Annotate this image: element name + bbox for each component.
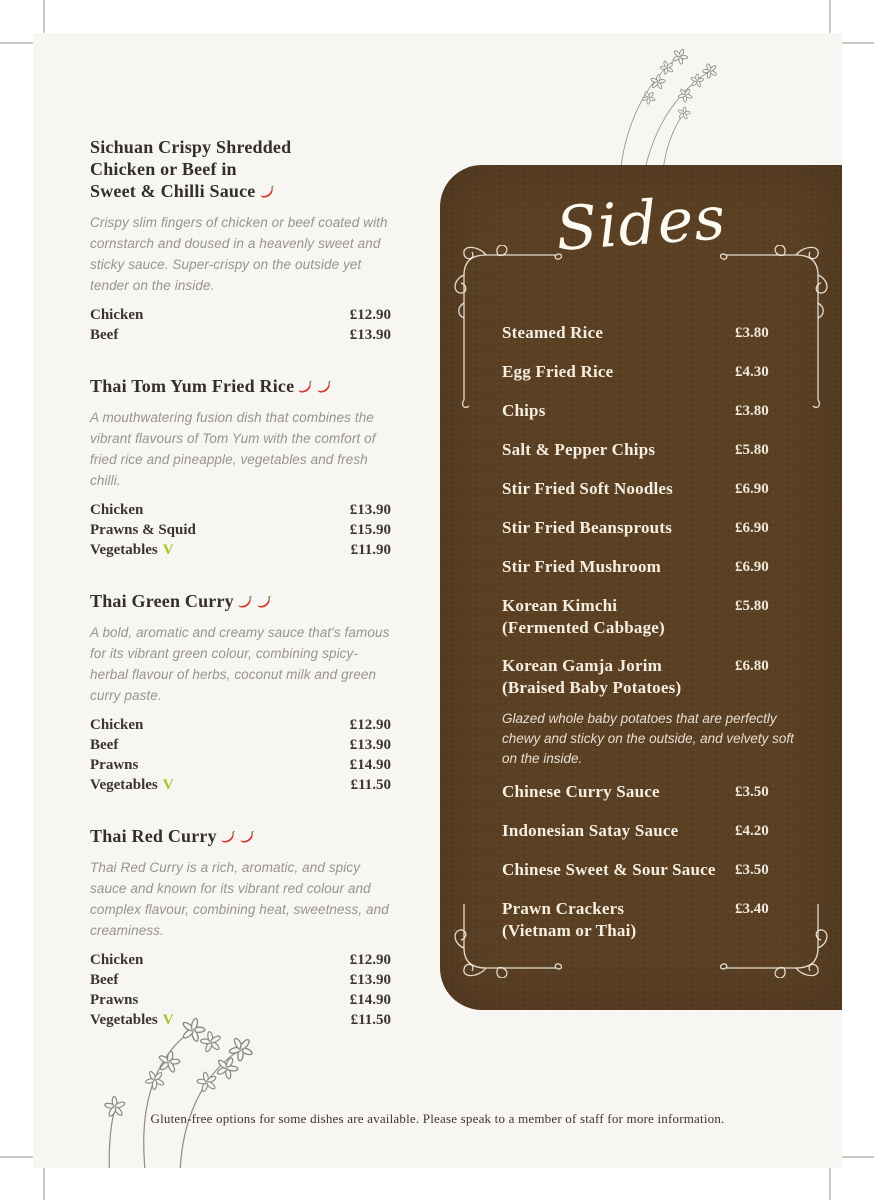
- dish-options: [90, 715, 391, 795]
- side-item-name-block: [502, 595, 735, 639]
- side-item-name-block: [502, 556, 735, 578]
- side-item-name-line2: (Fermented Cabbage): [502, 618, 665, 637]
- dish-title-line: [90, 375, 391, 397]
- side-item-name-line2: (Braised Baby Potatoes): [502, 678, 682, 697]
- option-row: [90, 540, 391, 560]
- veg-marker: V: [162, 1012, 174, 1028]
- side-item-name-block: [502, 439, 735, 461]
- dish-title-line: [90, 136, 391, 158]
- dish-title-text: Sichuan Crispy Shredded: [90, 137, 292, 157]
- option-row: [90, 990, 391, 1010]
- side-item-row: [502, 655, 812, 699]
- dish-description: A bold, aromatic and creamy sauce that's famous for its vibrant green colour, combining spicy-herbal flavour of herbs, coconut milk and green curry paste.: [90, 625, 390, 703]
- option-price: £13.90: [349, 737, 391, 753]
- side-item-name-block: [502, 517, 735, 539]
- crop-mark: [43, 1167, 45, 1200]
- option-price: £13.90: [349, 972, 391, 988]
- option-row: [90, 500, 391, 520]
- crop-mark: [0, 1156, 33, 1158]
- chili-icon: [316, 379, 332, 395]
- crop-mark: [829, 1167, 831, 1200]
- dish-title-text: Thai Red Curry: [90, 826, 217, 846]
- chili-icon: [220, 829, 236, 845]
- option-row: [90, 520, 391, 540]
- side-item-row: [502, 322, 812, 345]
- side-item-name: Steamed Rice: [502, 323, 604, 342]
- option-name: Chicken: [90, 717, 144, 733]
- option-name: Beef: [90, 737, 119, 753]
- option-row: [90, 775, 391, 795]
- dish-options: [90, 500, 391, 560]
- dish-title-text: Thai Tom Yum Fried Rice: [90, 376, 295, 396]
- dish-title: [90, 590, 391, 612]
- side-item-name: Chips: [502, 401, 546, 420]
- crop-mark: [43, 0, 45, 33]
- chili-icon: [297, 379, 313, 395]
- side-item-row: [502, 898, 812, 942]
- side-item-name-block: [502, 898, 735, 942]
- side-item-description: Glazed whole baby potatoes that are perfectly chewy and sticky on the outside, and velvety soft on the inside.: [502, 711, 794, 766]
- option-name: Vegetables V: [90, 542, 174, 558]
- chili-icon: [259, 184, 275, 200]
- side-item-price: £6.90: [735, 559, 769, 575]
- dish-options: [90, 950, 391, 1030]
- option-row: [90, 1010, 391, 1030]
- crop-mark: [829, 0, 831, 33]
- side-item-name: Indonesian Satay Sauce: [502, 821, 679, 840]
- option-price: £13.90: [349, 502, 391, 518]
- option-name: Beef: [90, 972, 119, 988]
- dish-title-text: Thai Green Curry: [90, 591, 234, 611]
- option-row: [90, 735, 391, 755]
- dish-title: [90, 825, 391, 847]
- chili-icon: [256, 594, 272, 610]
- option-row: [90, 325, 391, 345]
- option-name: Vegetables V: [90, 1012, 174, 1028]
- veg-marker: V: [162, 777, 174, 793]
- dish-title: [90, 375, 391, 397]
- option-price: £12.90: [349, 952, 391, 968]
- side-item-price: £3.80: [735, 403, 769, 419]
- side-item-row: [502, 859, 812, 882]
- dish-title-line: [90, 825, 391, 847]
- option-name: Beef: [90, 327, 119, 343]
- side-item-price: £3.50: [735, 784, 769, 800]
- option-name: Vegetables V: [90, 777, 174, 793]
- side-item-name-block: [502, 820, 735, 842]
- option-price: £11.50: [350, 1012, 391, 1028]
- side-item-price: £6.90: [735, 481, 769, 497]
- dish-description: Thai Red Curry is a rich, aromatic, and spicy sauce and known for its vibrant red colour and complex flavour, combining heat, sweetness, and creaminess.: [90, 860, 389, 938]
- dish-options: [90, 305, 391, 345]
- side-item-name-block: [502, 478, 735, 500]
- side-item-name: Egg Fried Rice: [502, 362, 614, 381]
- side-item-price: £3.80: [735, 325, 769, 341]
- side-item-row: [502, 439, 812, 462]
- dish-title: [90, 136, 391, 202]
- option-row: [90, 755, 391, 775]
- side-item-name-line2: (Vietnam or Thai): [502, 921, 637, 940]
- sides-panel: [440, 165, 842, 1010]
- dish-title-line: [90, 180, 391, 202]
- option-row: [90, 950, 391, 970]
- option-name: Chicken: [90, 502, 144, 518]
- side-item-row: [502, 595, 812, 639]
- side-item-name-block: [502, 322, 735, 344]
- option-row: [90, 305, 391, 325]
- dish-title-text: Sweet & Chilli Sauce: [90, 181, 256, 201]
- dish-section: [90, 825, 391, 1030]
- option-price: £14.90: [349, 757, 391, 773]
- side-item-price: £5.80: [735, 598, 769, 614]
- dish-title-text: Chicken or Beef in: [90, 159, 237, 179]
- side-item-name-block: [502, 655, 735, 699]
- sides-title: Sides: [553, 183, 729, 265]
- side-item-price: £3.50: [735, 862, 769, 878]
- side-item-price: £4.20: [735, 823, 769, 839]
- side-item-name: Chinese Curry Sauce: [502, 782, 660, 801]
- option-price: £14.90: [349, 992, 391, 1008]
- dish-title-line: [90, 158, 391, 180]
- side-item-row: [502, 517, 812, 540]
- side-item-name: Korean Kimchi: [502, 596, 618, 615]
- option-price: £12.90: [349, 307, 391, 323]
- sides-list: [502, 322, 812, 958]
- option-price: £11.90: [350, 542, 391, 558]
- option-name: Prawns: [90, 992, 139, 1008]
- side-item-row: [502, 400, 812, 423]
- option-price: £15.90: [349, 522, 391, 538]
- option-name: Prawns & Squid: [90, 522, 196, 538]
- lavender-sketch: [520, 35, 810, 185]
- crop-mark: [0, 42, 33, 44]
- crop-mark: [841, 42, 874, 44]
- mains-column: [90, 136, 391, 1060]
- side-item-price: £4.30: [735, 364, 769, 380]
- side-item-name: Stir Fried Mushroom: [502, 557, 661, 576]
- option-price: £12.90: [349, 717, 391, 733]
- dish-description: A mouthwatering fusion dish that combines the vibrant flavours of Tom Yum with the comfort of fried rice and pineapple, vegetables and fresh chilli.: [90, 410, 376, 488]
- side-item-row: [502, 361, 812, 384]
- side-item-name: Stir Fried Soft Noodles: [502, 479, 673, 498]
- side-item-name-block: [502, 859, 735, 881]
- side-item-row: [502, 781, 812, 804]
- option-name: Chicken: [90, 307, 144, 323]
- side-item-name: Prawn Crackers: [502, 899, 625, 918]
- side-item-name-block: [502, 400, 735, 422]
- veg-marker: V: [162, 542, 174, 558]
- chili-icon: [239, 829, 255, 845]
- side-item-price: £6.80: [735, 658, 769, 674]
- side-item-name: Chinese Sweet & Sour Sauce: [502, 860, 716, 879]
- side-item-name-block: [502, 361, 735, 383]
- footer-note: Gluten-free options for some dishes are available. Please speak to a member of staff for more information.: [150, 1111, 725, 1126]
- side-item-name: Korean Gamja Jorim: [502, 656, 663, 675]
- side-item-name: Stir Fried Beansprouts: [502, 518, 673, 537]
- option-row: [90, 970, 391, 990]
- dish-section: [90, 375, 391, 560]
- crop-mark: [841, 1156, 874, 1158]
- side-item-row: [502, 556, 812, 579]
- side-item-row: [502, 478, 812, 501]
- option-name: Chicken: [90, 952, 144, 968]
- option-row: [90, 715, 391, 735]
- side-item-price: £3.40: [735, 901, 769, 917]
- side-item-price: £6.90: [735, 520, 769, 536]
- dish-description: Crispy slim fingers of chicken or beef coated with cornstarch and doused in a heavenly sweet and sticky sauce. Super-crispy on the outside yet tender on the inside.: [90, 215, 388, 293]
- dish-section: [90, 136, 391, 345]
- option-price: £11.50: [350, 777, 391, 793]
- side-item-name-block: [502, 781, 735, 803]
- chili-icon: [237, 594, 253, 610]
- side-item-row: [502, 820, 812, 843]
- dish-section: [90, 590, 391, 795]
- option-price: £13.90: [349, 327, 391, 343]
- menu-page: [33, 33, 842, 1168]
- side-item-price: £5.80: [735, 442, 769, 458]
- side-item-name: Salt & Pepper Chips: [502, 440, 656, 459]
- dish-title-line: [90, 590, 391, 612]
- option-name: Prawns: [90, 757, 139, 773]
